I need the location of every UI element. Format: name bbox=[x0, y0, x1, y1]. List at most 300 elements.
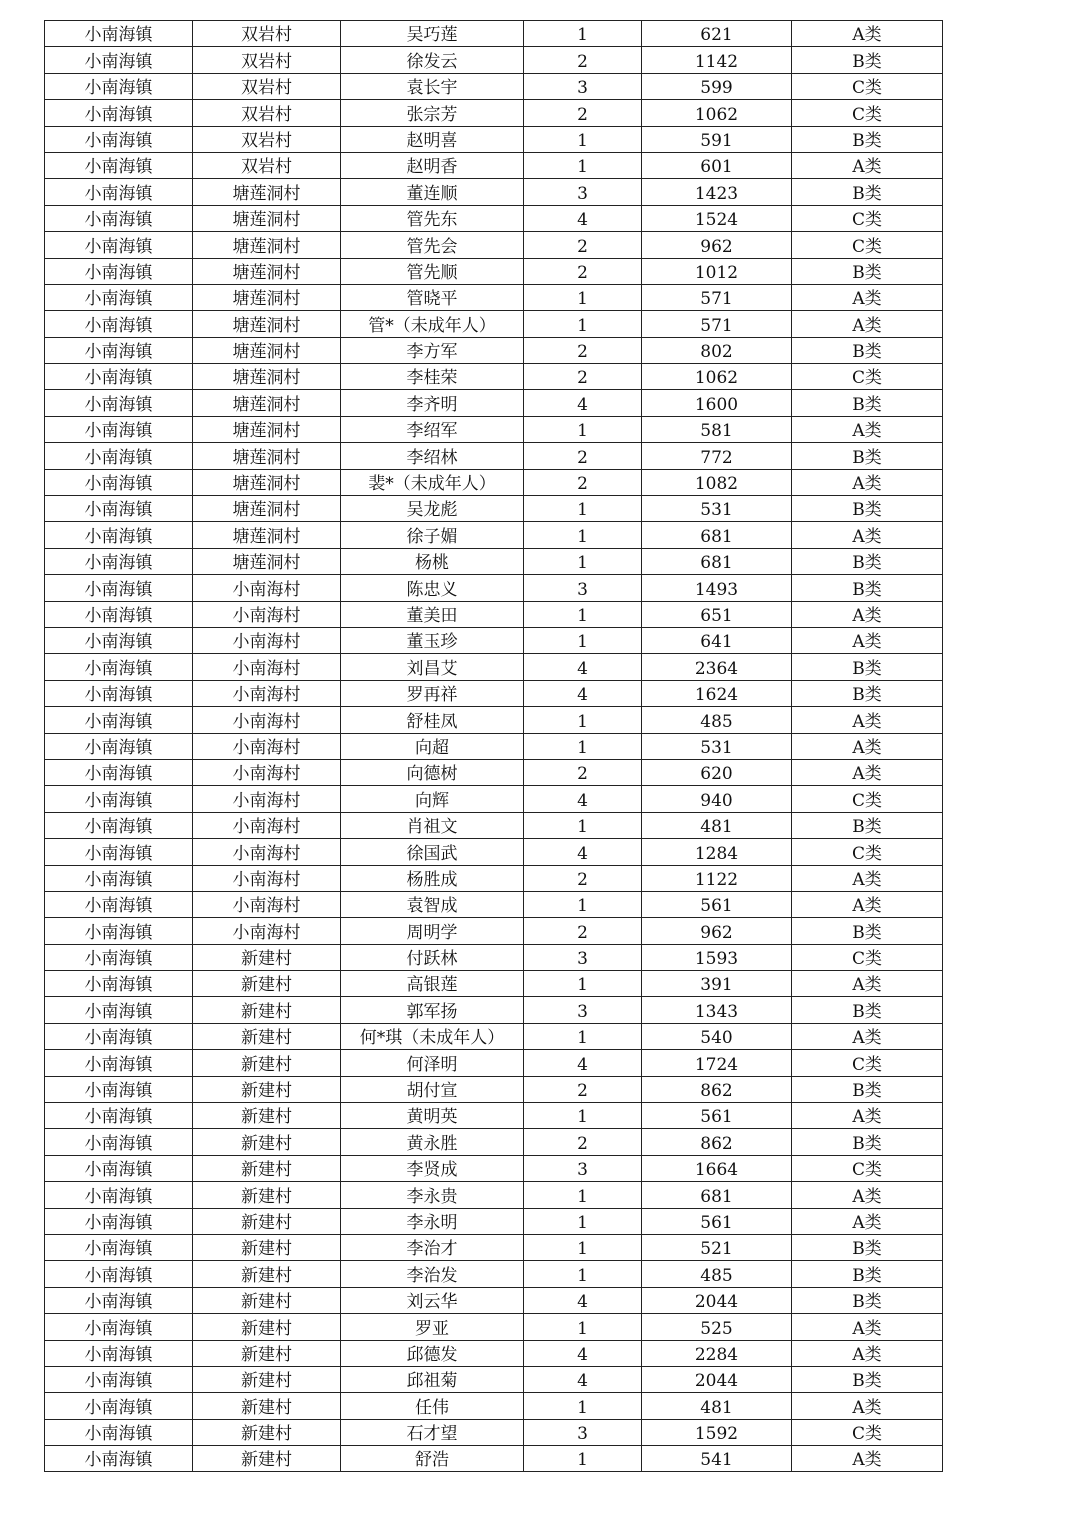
name-cell: 邱祖菊 bbox=[341, 1366, 524, 1392]
table-row bbox=[45, 522, 943, 548]
town-cell: 小南海镇 bbox=[45, 522, 193, 548]
name-cell: 徐发云 bbox=[341, 47, 524, 73]
category-cell: A类 bbox=[792, 1208, 943, 1234]
town-cell: 小南海镇 bbox=[45, 1446, 193, 1472]
table-row bbox=[45, 73, 943, 99]
name-cell: 刘昌艾 bbox=[341, 654, 524, 680]
amount-cell: 1062 bbox=[642, 100, 792, 126]
town-cell: 小南海镇 bbox=[45, 47, 193, 73]
category-cell: B类 bbox=[792, 496, 943, 522]
household-size-cell: 3 bbox=[524, 944, 642, 970]
category-cell: B类 bbox=[792, 337, 943, 363]
amount-cell: 1664 bbox=[642, 1155, 792, 1181]
table-row bbox=[45, 733, 943, 759]
village-cell: 新建村 bbox=[193, 1208, 341, 1234]
category-cell: B类 bbox=[792, 575, 943, 601]
village-cell: 新建村 bbox=[193, 1155, 341, 1181]
name-cell: 赵明喜 bbox=[341, 126, 524, 152]
town-cell: 小南海镇 bbox=[45, 971, 193, 997]
amount-cell: 561 bbox=[642, 891, 792, 917]
household-size-cell: 1 bbox=[524, 416, 642, 442]
table-row bbox=[45, 1366, 943, 1392]
household-size-cell: 3 bbox=[524, 179, 642, 205]
name-cell: 杨胜成 bbox=[341, 865, 524, 891]
town-cell: 小南海镇 bbox=[45, 548, 193, 574]
amount-cell: 599 bbox=[642, 73, 792, 99]
name-cell: 向德树 bbox=[341, 759, 524, 785]
name-cell: 舒桂凤 bbox=[341, 707, 524, 733]
town-cell: 小南海镇 bbox=[45, 1182, 193, 1208]
table-row bbox=[45, 364, 943, 390]
village-cell: 塘莲洞村 bbox=[193, 311, 341, 337]
village-cell: 小南海村 bbox=[193, 627, 341, 653]
village-cell: 新建村 bbox=[193, 1340, 341, 1366]
table-row bbox=[45, 944, 943, 970]
name-cell: 徐国武 bbox=[341, 839, 524, 865]
name-cell: 刘云华 bbox=[341, 1287, 524, 1313]
amount-cell: 571 bbox=[642, 311, 792, 337]
category-cell: A类 bbox=[792, 416, 943, 442]
category-cell: B类 bbox=[792, 179, 943, 205]
town-cell: 小南海镇 bbox=[45, 73, 193, 99]
village-cell: 新建村 bbox=[193, 1314, 341, 1340]
household-size-cell: 2 bbox=[524, 337, 642, 363]
household-size-cell: 1 bbox=[524, 1314, 642, 1340]
amount-cell: 1012 bbox=[642, 258, 792, 284]
household-size-cell: 2 bbox=[524, 232, 642, 258]
name-cell: 李绍军 bbox=[341, 416, 524, 442]
category-cell: A类 bbox=[792, 1446, 943, 1472]
town-cell: 小南海镇 bbox=[45, 918, 193, 944]
village-cell: 塘莲洞村 bbox=[193, 232, 341, 258]
table-row bbox=[45, 865, 943, 891]
category-cell: B类 bbox=[792, 47, 943, 73]
name-cell: 管晓平 bbox=[341, 284, 524, 310]
village-cell: 新建村 bbox=[193, 1050, 341, 1076]
town-cell: 小南海镇 bbox=[45, 152, 193, 178]
name-cell: 郭军扬 bbox=[341, 997, 524, 1023]
table-row bbox=[45, 100, 943, 126]
table-row bbox=[45, 1076, 943, 1102]
amount-cell: 541 bbox=[642, 1446, 792, 1472]
town-cell: 小南海镇 bbox=[45, 839, 193, 865]
household-size-cell: 1 bbox=[524, 971, 642, 997]
household-size-cell: 1 bbox=[524, 891, 642, 917]
town-cell: 小南海镇 bbox=[45, 707, 193, 733]
category-cell: A类 bbox=[792, 627, 943, 653]
name-cell: 罗再祥 bbox=[341, 680, 524, 706]
household-size-cell: 4 bbox=[524, 205, 642, 231]
amount-cell: 521 bbox=[642, 1234, 792, 1260]
town-cell: 小南海镇 bbox=[45, 258, 193, 284]
town-cell: 小南海镇 bbox=[45, 1234, 193, 1260]
amount-cell: 481 bbox=[642, 812, 792, 838]
village-cell: 塘莲洞村 bbox=[193, 179, 341, 205]
category-cell: B类 bbox=[792, 1234, 943, 1260]
village-cell: 新建村 bbox=[193, 1393, 341, 1419]
amount-cell: 1724 bbox=[642, 1050, 792, 1076]
category-cell: B类 bbox=[792, 258, 943, 284]
category-cell: B类 bbox=[792, 1076, 943, 1102]
table-row bbox=[45, 707, 943, 733]
name-cell: 管先顺 bbox=[341, 258, 524, 284]
household-size-cell: 3 bbox=[524, 997, 642, 1023]
category-cell: C类 bbox=[792, 1050, 943, 1076]
category-cell: B类 bbox=[792, 680, 943, 706]
household-size-cell: 1 bbox=[524, 21, 642, 47]
name-cell: 肖祖文 bbox=[341, 812, 524, 838]
category-cell: A类 bbox=[792, 601, 943, 627]
category-cell: B类 bbox=[792, 997, 943, 1023]
table-row bbox=[45, 1393, 943, 1419]
table-row bbox=[45, 1129, 943, 1155]
amount-cell: 1082 bbox=[642, 469, 792, 495]
village-cell: 塘莲洞村 bbox=[193, 390, 341, 416]
household-size-cell: 1 bbox=[524, 548, 642, 574]
household-size-cell: 3 bbox=[524, 1419, 642, 1445]
name-cell: 向辉 bbox=[341, 786, 524, 812]
household-size-cell: 2 bbox=[524, 47, 642, 73]
amount-cell: 581 bbox=[642, 416, 792, 442]
village-cell: 双岩村 bbox=[193, 100, 341, 126]
household-size-cell: 3 bbox=[524, 575, 642, 601]
town-cell: 小南海镇 bbox=[45, 944, 193, 970]
table-row bbox=[45, 548, 943, 574]
household-size-cell: 1 bbox=[524, 522, 642, 548]
name-cell: 向超 bbox=[341, 733, 524, 759]
table-row bbox=[45, 627, 943, 653]
amount-cell: 571 bbox=[642, 284, 792, 310]
amount-cell: 962 bbox=[642, 918, 792, 944]
household-size-cell: 2 bbox=[524, 918, 642, 944]
household-size-cell: 4 bbox=[524, 1050, 642, 1076]
household-size-cell: 2 bbox=[524, 1129, 642, 1155]
household-size-cell: 1 bbox=[524, 126, 642, 152]
table-row bbox=[45, 1314, 943, 1340]
amount-cell: 485 bbox=[642, 1261, 792, 1287]
category-cell: B类 bbox=[792, 548, 943, 574]
household-size-cell: 4 bbox=[524, 680, 642, 706]
name-cell: 董美田 bbox=[341, 601, 524, 627]
category-cell: A类 bbox=[792, 971, 943, 997]
household-size-cell: 4 bbox=[524, 786, 642, 812]
town-cell: 小南海镇 bbox=[45, 575, 193, 601]
household-size-cell: 4 bbox=[524, 1340, 642, 1366]
category-cell: A类 bbox=[792, 733, 943, 759]
town-cell: 小南海镇 bbox=[45, 1287, 193, 1313]
name-cell: 吴巧莲 bbox=[341, 21, 524, 47]
table-row bbox=[45, 284, 943, 310]
name-cell: 罗亚 bbox=[341, 1314, 524, 1340]
town-cell: 小南海镇 bbox=[45, 443, 193, 469]
town-cell: 小南海镇 bbox=[45, 416, 193, 442]
amount-cell: 940 bbox=[642, 786, 792, 812]
category-cell: A类 bbox=[792, 865, 943, 891]
name-cell: 徐子媚 bbox=[341, 522, 524, 548]
amount-cell: 531 bbox=[642, 496, 792, 522]
household-size-cell: 1 bbox=[524, 812, 642, 838]
village-cell: 新建村 bbox=[193, 1103, 341, 1129]
town-cell: 小南海镇 bbox=[45, 1155, 193, 1181]
town-cell: 小南海镇 bbox=[45, 1023, 193, 1049]
name-cell: 高银莲 bbox=[341, 971, 524, 997]
amount-cell: 620 bbox=[642, 759, 792, 785]
category-cell: C类 bbox=[792, 364, 943, 390]
household-size-cell: 2 bbox=[524, 258, 642, 284]
town-cell: 小南海镇 bbox=[45, 1419, 193, 1445]
name-cell: 李治才 bbox=[341, 1234, 524, 1260]
amount-cell: 621 bbox=[642, 21, 792, 47]
household-size-cell: 1 bbox=[524, 284, 642, 310]
table-row bbox=[45, 812, 943, 838]
category-cell: B类 bbox=[792, 1261, 943, 1287]
table-row bbox=[45, 997, 943, 1023]
table-row bbox=[45, 337, 943, 363]
name-cell: 何*琪（未成年人） bbox=[341, 1023, 524, 1049]
category-cell: B类 bbox=[792, 654, 943, 680]
town-cell: 小南海镇 bbox=[45, 364, 193, 390]
village-cell: 小南海村 bbox=[193, 865, 341, 891]
town-cell: 小南海镇 bbox=[45, 1261, 193, 1287]
category-cell: C类 bbox=[792, 232, 943, 258]
town-cell: 小南海镇 bbox=[45, 786, 193, 812]
town-cell: 小南海镇 bbox=[45, 865, 193, 891]
category-cell: B类 bbox=[792, 126, 943, 152]
table-row bbox=[45, 152, 943, 178]
name-cell: 管先东 bbox=[341, 205, 524, 231]
amount-cell: 772 bbox=[642, 443, 792, 469]
household-size-cell: 1 bbox=[524, 1446, 642, 1472]
amount-cell: 561 bbox=[642, 1208, 792, 1234]
table-row bbox=[45, 469, 943, 495]
town-cell: 小南海镇 bbox=[45, 496, 193, 522]
village-cell: 塘莲洞村 bbox=[193, 284, 341, 310]
name-cell: 李治发 bbox=[341, 1261, 524, 1287]
table-row bbox=[45, 786, 943, 812]
town-cell: 小南海镇 bbox=[45, 100, 193, 126]
town-cell: 小南海镇 bbox=[45, 337, 193, 363]
name-cell: 管先会 bbox=[341, 232, 524, 258]
table-row bbox=[45, 891, 943, 917]
household-size-cell: 4 bbox=[524, 1287, 642, 1313]
amount-cell: 1423 bbox=[642, 179, 792, 205]
table-row bbox=[45, 47, 943, 73]
category-cell: A类 bbox=[792, 891, 943, 917]
village-cell: 小南海村 bbox=[193, 759, 341, 785]
table-row bbox=[45, 258, 943, 284]
table-row bbox=[45, 1287, 943, 1313]
town-cell: 小南海镇 bbox=[45, 311, 193, 337]
household-size-cell: 1 bbox=[524, 152, 642, 178]
name-cell: 张宗芳 bbox=[341, 100, 524, 126]
name-cell: 周明学 bbox=[341, 918, 524, 944]
name-cell: 李永贵 bbox=[341, 1182, 524, 1208]
category-cell: C类 bbox=[792, 944, 943, 970]
household-size-cell: 1 bbox=[524, 707, 642, 733]
town-cell: 小南海镇 bbox=[45, 126, 193, 152]
amount-cell: 681 bbox=[642, 548, 792, 574]
village-cell: 塘莲洞村 bbox=[193, 496, 341, 522]
village-cell: 小南海村 bbox=[193, 812, 341, 838]
name-cell: 李方军 bbox=[341, 337, 524, 363]
amount-cell: 1624 bbox=[642, 680, 792, 706]
amount-cell: 531 bbox=[642, 733, 792, 759]
town-cell: 小南海镇 bbox=[45, 733, 193, 759]
household-size-cell: 1 bbox=[524, 1234, 642, 1260]
table-row bbox=[45, 1208, 943, 1234]
amount-cell: 862 bbox=[642, 1076, 792, 1102]
village-cell: 小南海村 bbox=[193, 839, 341, 865]
category-cell: B类 bbox=[792, 1287, 943, 1313]
household-size-cell: 3 bbox=[524, 1155, 642, 1181]
household-size-cell: 2 bbox=[524, 443, 642, 469]
household-size-cell: 2 bbox=[524, 759, 642, 785]
category-cell: C类 bbox=[792, 1155, 943, 1181]
name-cell: 袁长宇 bbox=[341, 73, 524, 99]
table-row bbox=[45, 1261, 943, 1287]
name-cell: 李齐明 bbox=[341, 390, 524, 416]
category-cell: B类 bbox=[792, 812, 943, 838]
household-size-cell: 1 bbox=[524, 1208, 642, 1234]
household-size-cell: 1 bbox=[524, 1182, 642, 1208]
village-cell: 小南海村 bbox=[193, 918, 341, 944]
village-cell: 小南海村 bbox=[193, 601, 341, 627]
village-cell: 双岩村 bbox=[193, 21, 341, 47]
household-size-cell: 1 bbox=[524, 1393, 642, 1419]
village-cell: 新建村 bbox=[193, 944, 341, 970]
category-cell: A类 bbox=[792, 707, 943, 733]
village-cell: 新建村 bbox=[193, 1023, 341, 1049]
town-cell: 小南海镇 bbox=[45, 1076, 193, 1102]
name-cell: 邱德发 bbox=[341, 1340, 524, 1366]
village-cell: 新建村 bbox=[193, 997, 341, 1023]
household-size-cell: 4 bbox=[524, 839, 642, 865]
name-cell: 任伟 bbox=[341, 1393, 524, 1419]
amount-cell: 962 bbox=[642, 232, 792, 258]
table-row bbox=[45, 1182, 943, 1208]
amount-cell: 681 bbox=[642, 522, 792, 548]
household-size-cell: 2 bbox=[524, 100, 642, 126]
household-size-cell: 2 bbox=[524, 364, 642, 390]
household-size-cell: 1 bbox=[524, 733, 642, 759]
household-size-cell: 2 bbox=[524, 865, 642, 891]
village-cell: 塘莲洞村 bbox=[193, 443, 341, 469]
name-cell: 董玉珍 bbox=[341, 627, 524, 653]
town-cell: 小南海镇 bbox=[45, 205, 193, 231]
town-cell: 小南海镇 bbox=[45, 1366, 193, 1392]
category-cell: A类 bbox=[792, 1340, 943, 1366]
household-size-cell: 2 bbox=[524, 1076, 642, 1102]
category-cell: C类 bbox=[792, 1419, 943, 1445]
category-cell: B类 bbox=[792, 1366, 943, 1392]
town-cell: 小南海镇 bbox=[45, 1050, 193, 1076]
amount-cell: 481 bbox=[642, 1393, 792, 1419]
category-cell: A类 bbox=[792, 1182, 943, 1208]
table-row bbox=[45, 575, 943, 601]
category-cell: C类 bbox=[792, 205, 943, 231]
household-size-cell: 4 bbox=[524, 1366, 642, 1392]
table-row bbox=[45, 654, 943, 680]
town-cell: 小南海镇 bbox=[45, 654, 193, 680]
amount-cell: 641 bbox=[642, 627, 792, 653]
village-cell: 小南海村 bbox=[193, 733, 341, 759]
table-row bbox=[45, 21, 943, 47]
table-row bbox=[45, 311, 943, 337]
amount-cell: 862 bbox=[642, 1129, 792, 1155]
table-row bbox=[45, 1340, 943, 1366]
category-cell: A类 bbox=[792, 469, 943, 495]
table-row bbox=[45, 1050, 943, 1076]
amount-cell: 651 bbox=[642, 601, 792, 627]
village-cell: 塘莲洞村 bbox=[193, 258, 341, 284]
name-cell: 黄永胜 bbox=[341, 1129, 524, 1155]
data-table bbox=[44, 20, 943, 1472]
name-cell: 李绍林 bbox=[341, 443, 524, 469]
town-cell: 小南海镇 bbox=[45, 284, 193, 310]
amount-cell: 1062 bbox=[642, 364, 792, 390]
name-cell: 何泽明 bbox=[341, 1050, 524, 1076]
village-cell: 双岩村 bbox=[193, 152, 341, 178]
name-cell: 黄明英 bbox=[341, 1103, 524, 1129]
table-row bbox=[45, 759, 943, 785]
amount-cell: 1343 bbox=[642, 997, 792, 1023]
town-cell: 小南海镇 bbox=[45, 1208, 193, 1234]
amount-cell: 2044 bbox=[642, 1287, 792, 1313]
name-cell: 杨桃 bbox=[341, 548, 524, 574]
amount-cell: 1592 bbox=[642, 1419, 792, 1445]
amount-cell: 391 bbox=[642, 971, 792, 997]
village-cell: 新建村 bbox=[193, 1366, 341, 1392]
town-cell: 小南海镇 bbox=[45, 891, 193, 917]
category-cell: A类 bbox=[792, 21, 943, 47]
name-cell: 陈忠义 bbox=[341, 575, 524, 601]
category-cell: B类 bbox=[792, 1129, 943, 1155]
category-cell: C类 bbox=[792, 839, 943, 865]
amount-cell: 1284 bbox=[642, 839, 792, 865]
table-row bbox=[45, 1023, 943, 1049]
village-cell: 新建村 bbox=[193, 1076, 341, 1102]
name-cell: 胡付宣 bbox=[341, 1076, 524, 1102]
town-cell: 小南海镇 bbox=[45, 997, 193, 1023]
category-cell: A类 bbox=[792, 1314, 943, 1340]
table-row bbox=[45, 232, 943, 258]
table-body bbox=[45, 21, 943, 1472]
amount-cell: 681 bbox=[642, 1182, 792, 1208]
town-cell: 小南海镇 bbox=[45, 812, 193, 838]
town-cell: 小南海镇 bbox=[45, 179, 193, 205]
name-cell: 赵明香 bbox=[341, 152, 524, 178]
table-row bbox=[45, 1103, 943, 1129]
name-cell: 管*（未成年人） bbox=[341, 311, 524, 337]
village-cell: 双岩村 bbox=[193, 126, 341, 152]
town-cell: 小南海镇 bbox=[45, 1393, 193, 1419]
amount-cell: 525 bbox=[642, 1314, 792, 1340]
table-row bbox=[45, 1155, 943, 1181]
amount-cell: 1142 bbox=[642, 47, 792, 73]
name-cell: 李贤成 bbox=[341, 1155, 524, 1181]
village-cell: 塘莲洞村 bbox=[193, 522, 341, 548]
village-cell: 塘莲洞村 bbox=[193, 416, 341, 442]
amount-cell: 2044 bbox=[642, 1366, 792, 1392]
household-size-cell: 1 bbox=[524, 311, 642, 337]
table-row bbox=[45, 126, 943, 152]
table-row bbox=[45, 390, 943, 416]
name-cell: 石才望 bbox=[341, 1419, 524, 1445]
category-cell: A类 bbox=[792, 1103, 943, 1129]
town-cell: 小南海镇 bbox=[45, 1314, 193, 1340]
amount-cell: 561 bbox=[642, 1103, 792, 1129]
household-size-cell: 2 bbox=[524, 469, 642, 495]
